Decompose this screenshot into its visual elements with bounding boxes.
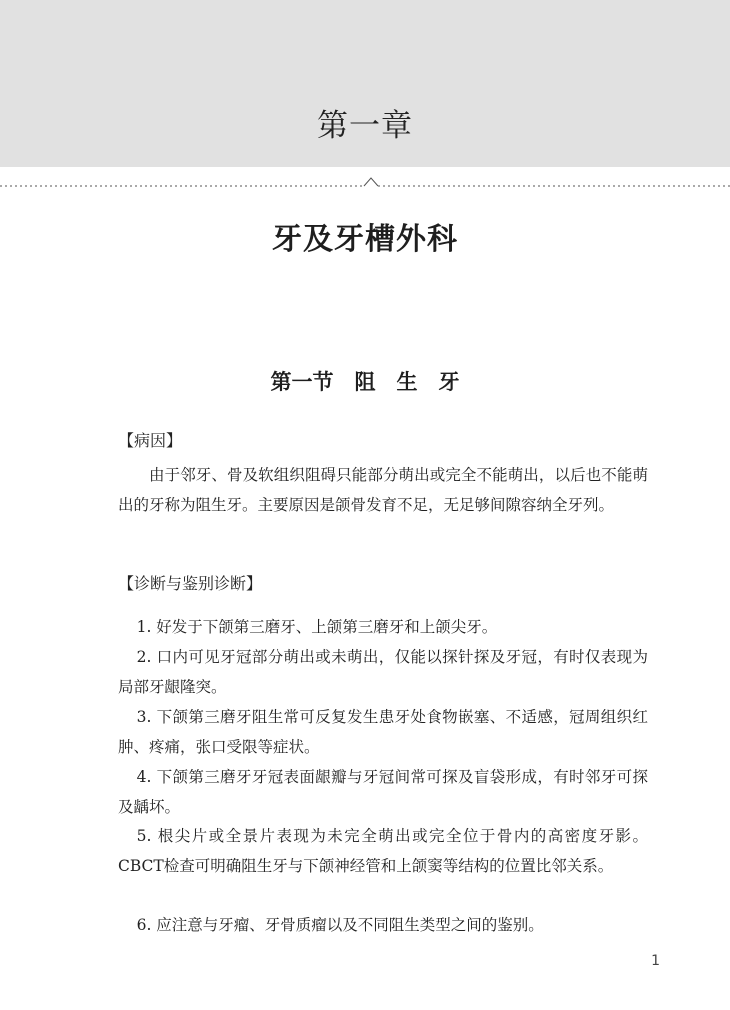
diagnosis-item-1: 1. 好发于下颌第三磨牙、上颌第三磨牙和上颌尖牙。	[136, 618, 498, 636]
chapter-header-band	[0, 0, 730, 167]
chapter-label: 第一章	[317, 108, 413, 144]
page-number: 1	[651, 953, 660, 969]
diagnosis-item-3: 3. 下颌第三磨牙阻生常可反复发生患牙处食物嵌塞、不适感，冠周组织红肿、疼痛，张口受限等症状。	[118, 708, 648, 756]
chapter-title: 牙及牙槽外科	[272, 222, 458, 257]
section-title: 第一节 阻 生 牙	[270, 369, 460, 394]
diagnosis-item-6: 6. 应注意与牙瘤、牙骨质瘤以及不同阻生类型之间的鉴别。	[136, 916, 544, 934]
diagnosis-item-2: 2. 口内可见牙冠部分萌出或未萌出，仅能以探针探及牙冠，有时仅表现为局部牙龈隆突。	[118, 648, 648, 696]
dotted-divider	[0, 174, 730, 188]
diagnosis-heading: 【诊断与鉴别诊断】	[118, 574, 263, 593]
etiology-paragraph: 由于邻牙、骨及软组织阻碍只能部分萌出或完全不能萌出，以后也不能萌出的牙称为阻生牙。主要原因是颌骨发育不足，无足够间隙容纳全牙列。	[118, 466, 648, 514]
diagnosis-item-4: 4. 下颌第三磨牙牙冠表面龈瓣与牙冠间常可探及盲袋形成，有时邻牙可探及龋坏。	[118, 768, 648, 816]
diagnosis-item-5: 5. 根尖片或全景片表现为未完全萌出或完全位于骨内的高密度牙影。CBCT检查可明确阻生牙与下颌神经管和上颌窦等结构的位置比邻关系。	[118, 827, 648, 875]
etiology-heading: 【病因】	[118, 431, 183, 450]
